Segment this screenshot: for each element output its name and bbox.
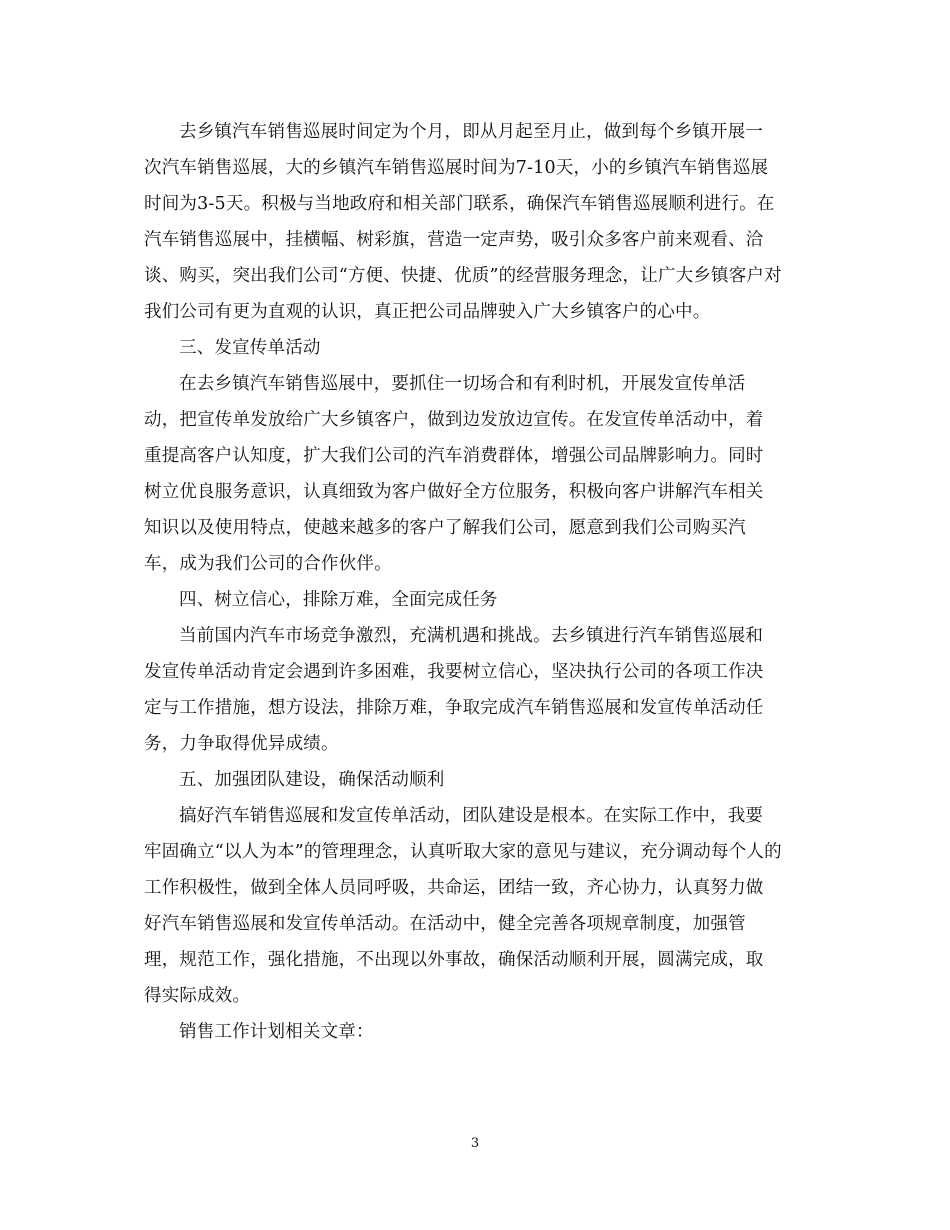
paragraph-line: 牢固确立“以人为本”的管理理念，认真听取大家的意见与建议，充分调动每个人的 — [144, 842, 782, 862]
paragraph-line: 动，把宣传单发放给广大乡镇客户，做到边发放边宣传。在发宣传单活动中，着 — [144, 410, 764, 430]
section-heading: 四、树立信心，排除万难，全面完成任务 — [179, 590, 498, 610]
paragraph-line: 知识以及使用特点，使越来越多的客户了解我们公司，愿意到我们公司购买汽 — [144, 518, 746, 538]
paragraph-line: 定与工作措施，想方设法，排除万难，争取完成汽车销售巡展和发宣传单活动任 — [144, 698, 764, 718]
paragraph-line: 理，规范工作，强化措施，不出现以外事故，确保活动顺利开展，圆满完成，取 — [144, 950, 764, 970]
paragraph-line: 发宣传单活动肯定会遇到许多困难，我要树立信心，坚决执行公司的各项工作决 — [144, 662, 764, 682]
paragraph-line: 谈、购买，突出我们公司“方便、快捷、优质”的经营服务理念，让广大乡镇客户对 — [144, 266, 782, 286]
paragraph-line: 搞好汽车销售巡展和发宣传单活动，团队建设是根本。在实际工作中，我要 — [179, 806, 764, 826]
paragraph-line: 次汽车销售巡展，大的乡镇汽车销售巡展时间为7-10天，小的乡镇汽车销售巡展 — [144, 158, 769, 178]
section-heading: 三、发宣传单活动 — [179, 338, 321, 358]
paragraph-line: 重提高客户认知度，扩大我们公司的汽车消费群体，增强公司品牌影响力。同时 — [144, 446, 764, 466]
paragraph-line: 工作积极性，做到全体人员同呼吸，共命运，团结一致，齐心协力，认真努力做 — [144, 878, 764, 898]
related-articles-heading: 销售工作计划相关文章： — [179, 1022, 374, 1042]
paragraph-line: 务，力争取得优异成绩。 — [144, 734, 339, 754]
section-heading: 五、加强团队建设，确保活动顺利 — [179, 770, 445, 790]
paragraph-line: 在去乡镇汽车销售巡展中，要抓住一切场合和有利时机，开展发宣传单活 — [179, 374, 746, 394]
paragraph-line: 去乡镇汽车销售巡展时间定为个月，即从月起至月止，做到每个乡镇开展一 — [179, 122, 764, 142]
paragraph-line: 车，成为我们公司的合作伙伴。 — [144, 554, 392, 574]
paragraph-line: 我们公司有更为直观的认识，真正把公司品牌驶入广大乡镇客户的心中。 — [144, 302, 711, 322]
paragraph-line: 树立优良服务意识，认真细致为客户做好全方位服务，积极向客户讲解汽车相关 — [144, 482, 764, 502]
page-number: 3 — [470, 1136, 480, 1151]
paragraph-line: 汽车销售巡展中，挂横幅、树彩旗，营造一定声势，吸引众多客户前来观看、洽 — [144, 230, 764, 250]
paragraph-line: 时间为3-5天。积极与当地政府和相关部门联系，确保汽车销售巡展顺利进行。在 — [144, 194, 775, 214]
document-body — [144, 114, 810, 1050]
paragraph-line: 当前国内汽车市场竞争激烈，充满机遇和挑战。去乡镇进行汽车销售巡展和 — [179, 626, 764, 646]
paragraph-line: 得实际成效。 — [144, 986, 251, 1006]
paragraph-line: 好汽车销售巡展和发宣传单活动。在活动中，健全完善各项规章制度，加强管 — [144, 914, 746, 934]
